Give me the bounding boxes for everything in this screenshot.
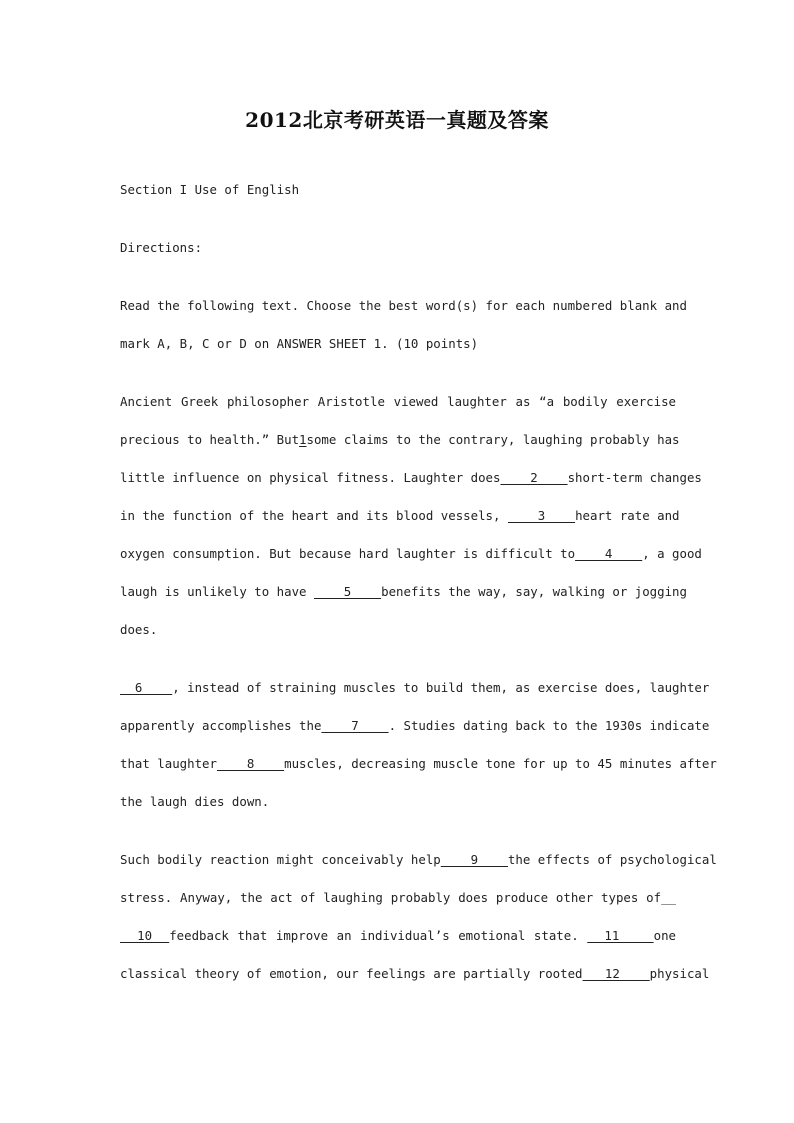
paragraph-line (120, 584, 687, 600)
text-segment: oxygen consumption. But because hard laughter is difficult to (120, 546, 576, 561)
text-segment: some claims to the contrary, laughing probably has (306, 432, 680, 447)
paragraph-line (120, 928, 676, 944)
text-segment: stress. Anyway, the act of laughing probably does produce other types of (120, 890, 662, 905)
blank-1: 1 (299, 432, 307, 447)
text-segment: precious to health.” But (120, 432, 300, 447)
blank-8: 8 (216, 756, 285, 771)
section-heading: Section I Use of English (120, 182, 300, 197)
paragraph-line (120, 546, 702, 562)
paragraph-line (120, 718, 710, 734)
blank-9: 9 (440, 852, 508, 867)
text-segment: classical theory of emotion, our feelings are partially rooted (120, 966, 583, 981)
blank-12: 12 (582, 966, 650, 981)
blank-3: 3 (507, 508, 576, 523)
text-segment: feedback that improve an individual’s emotional state. (169, 928, 579, 943)
text-segment: , a good (642, 546, 702, 561)
paragraph-line (120, 890, 676, 906)
text-segment: benefits the way, say, walking or jogging (381, 584, 687, 599)
text-segment: little influence on physical fitness. Laughter does (120, 470, 501, 485)
paragraph-line (120, 966, 710, 982)
text-segment: that laughter (120, 756, 217, 771)
paragraph-line: the laugh dies down. (120, 794, 270, 809)
paragraph-line: Ancient Greek philosopher Aristotle viewed laughter as “a bodily exercise (120, 394, 676, 409)
blank-2: 2 (500, 470, 568, 485)
text-segment: heart rate and (575, 508, 680, 523)
text-segment: . Studies dating back to the 1930s indicate (388, 718, 710, 733)
paragraph-line (120, 756, 717, 772)
directions-label: Directions: (120, 240, 203, 255)
blank-10-start: __ (661, 890, 676, 905)
paragraph-line (120, 852, 717, 868)
paragraph-line (120, 432, 680, 448)
blank-10: 10 (120, 928, 170, 943)
directions-line: mark A, B, C or D on ANSWER SHEET 1. (10 points) (120, 336, 479, 351)
text-segment: Such bodily reaction might conceivably help (120, 852, 441, 867)
text-segment: , instead of straining muscles to build them, as exercise does, laughter (172, 680, 710, 695)
blank-6: 6 (120, 680, 173, 695)
text-segment: in the function of the heart and its blood vessels, (120, 508, 501, 523)
paragraph-line (120, 508, 680, 524)
text-segment: the effects of psychological (507, 852, 717, 867)
text-segment: apparently accomplishes the (120, 718, 322, 733)
text-segment: physical (649, 966, 710, 981)
text-segment: one (653, 928, 676, 943)
directions-line: Read the following text. Choose the best word(s) for each numbered blank and (120, 298, 687, 313)
blank-4: 4 (575, 546, 643, 561)
text-segment: muscles, decreasing muscle tone for up to 45 minutes after (284, 756, 717, 771)
paragraph-line: does. (120, 622, 158, 637)
blank-5: 5 (313, 584, 382, 599)
text-segment: short-term changes (567, 470, 702, 485)
text-segment: laugh is unlikely to have (120, 584, 307, 599)
page-title: 2012北京考研英语一真题及答案 (245, 108, 549, 132)
paragraph-line (120, 470, 702, 486)
blank-11: 11 (587, 928, 654, 943)
blank-7: 7 (321, 718, 389, 733)
paragraph-line (120, 680, 710, 696)
